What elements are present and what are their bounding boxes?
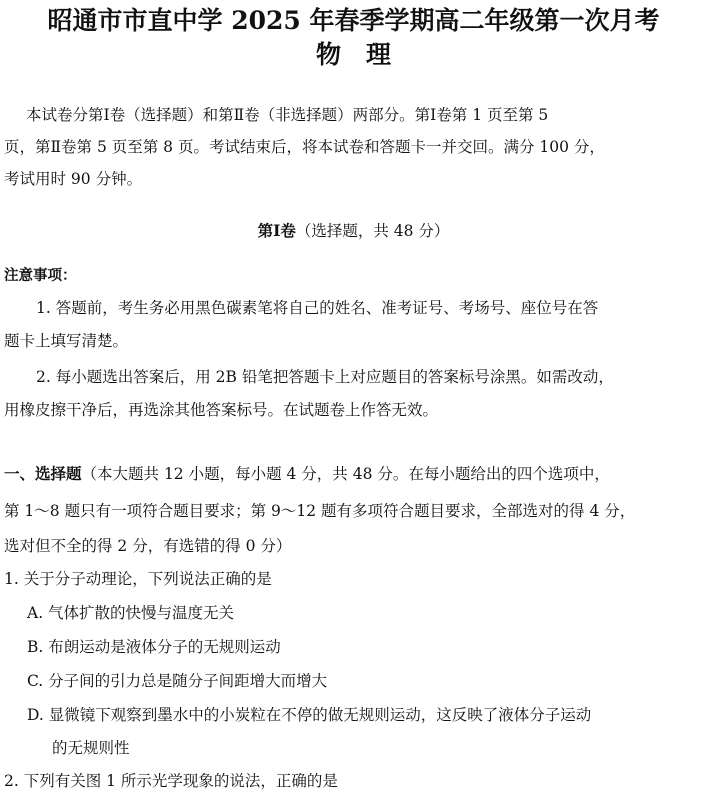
note-2-line-1: 2. 每小题选出答案后，用 2B 铅笔把答题卡上对应题目的答案标号涂黑。如需改动，: [36, 368, 614, 386]
question-1-option-d-continued: 的无规则性: [52, 739, 130, 757]
question-1-option-c: C. 分子间的引力总是随分子间距增大而增大: [27, 672, 328, 690]
notes-title: 注意事项：: [4, 268, 77, 284]
section-heading-rest: （选择题，共 48 分）: [295, 222, 450, 240]
exam-title-line1: 昭通市市直中学 2025 年春季学期高二年级第一次月考: [47, 6, 660, 35]
note-2-line-2: 用橡皮擦干净后，再选涂其他答案标号。在试题卷上作答无效。: [4, 401, 439, 419]
part1-heading-line-1: [4, 467, 704, 483]
exam-subject-title: 物 理: [315, 40, 391, 69]
question-1-option-a: A. 气体扩散的快慢与温度无关: [27, 604, 235, 622]
part1-heading-line-3: 选对但不全的得 2 分，有选错的得 0 分）: [4, 537, 292, 555]
part1-heading-line-2: 第 1～8 题只有一项符合题目要求；第 9～12 题有多项符合题目要求，全部选对的得 4 分，: [4, 502, 636, 520]
part1-heading-bold: 一、选择题: [4, 465, 82, 483]
intro-line-2: 页，第Ⅱ卷第 5 页至第 8 页。考试结束后，将本试卷和答题卡一并交回。满分 100 分，: [4, 138, 605, 156]
question-2-stem: 2. 下列有关图 1 所示光学现象的说法，正确的是: [4, 772, 338, 790]
part1-heading-rest: （本大题共 12 小题，每小题 4 分，共 48 分。在每小题给出的四个选项中，: [81, 465, 610, 483]
question-1-option-d: D. 显微镜下观察到墨水中的小炭粒在不停的做无规则运动，这反映了液体分子运动: [27, 706, 592, 724]
intro-line-3: 考试用时 90 分钟。: [4, 170, 143, 188]
section-heading: [0, 223, 707, 240]
intro-line-1: 本试卷分第Ⅰ卷（选择题）和第Ⅱ卷（非选择题）两部分。第Ⅰ卷第 1 页至第 5: [26, 106, 549, 124]
section-heading-bold: 第Ⅰ卷: [257, 221, 296, 240]
question-1-stem: 1. 关于分子动理论，下列说法正确的是: [4, 570, 272, 588]
question-1-option-b: B. 布朗运动是液体分子的无规则运动: [27, 638, 281, 656]
note-1-line-2: 题卡上填写清楚。: [4, 332, 129, 350]
note-1-line-1: 1. 答题前，考生务必用黑色碳素笔将自己的姓名、准考证号、考场号、座位号在答: [36, 299, 599, 317]
